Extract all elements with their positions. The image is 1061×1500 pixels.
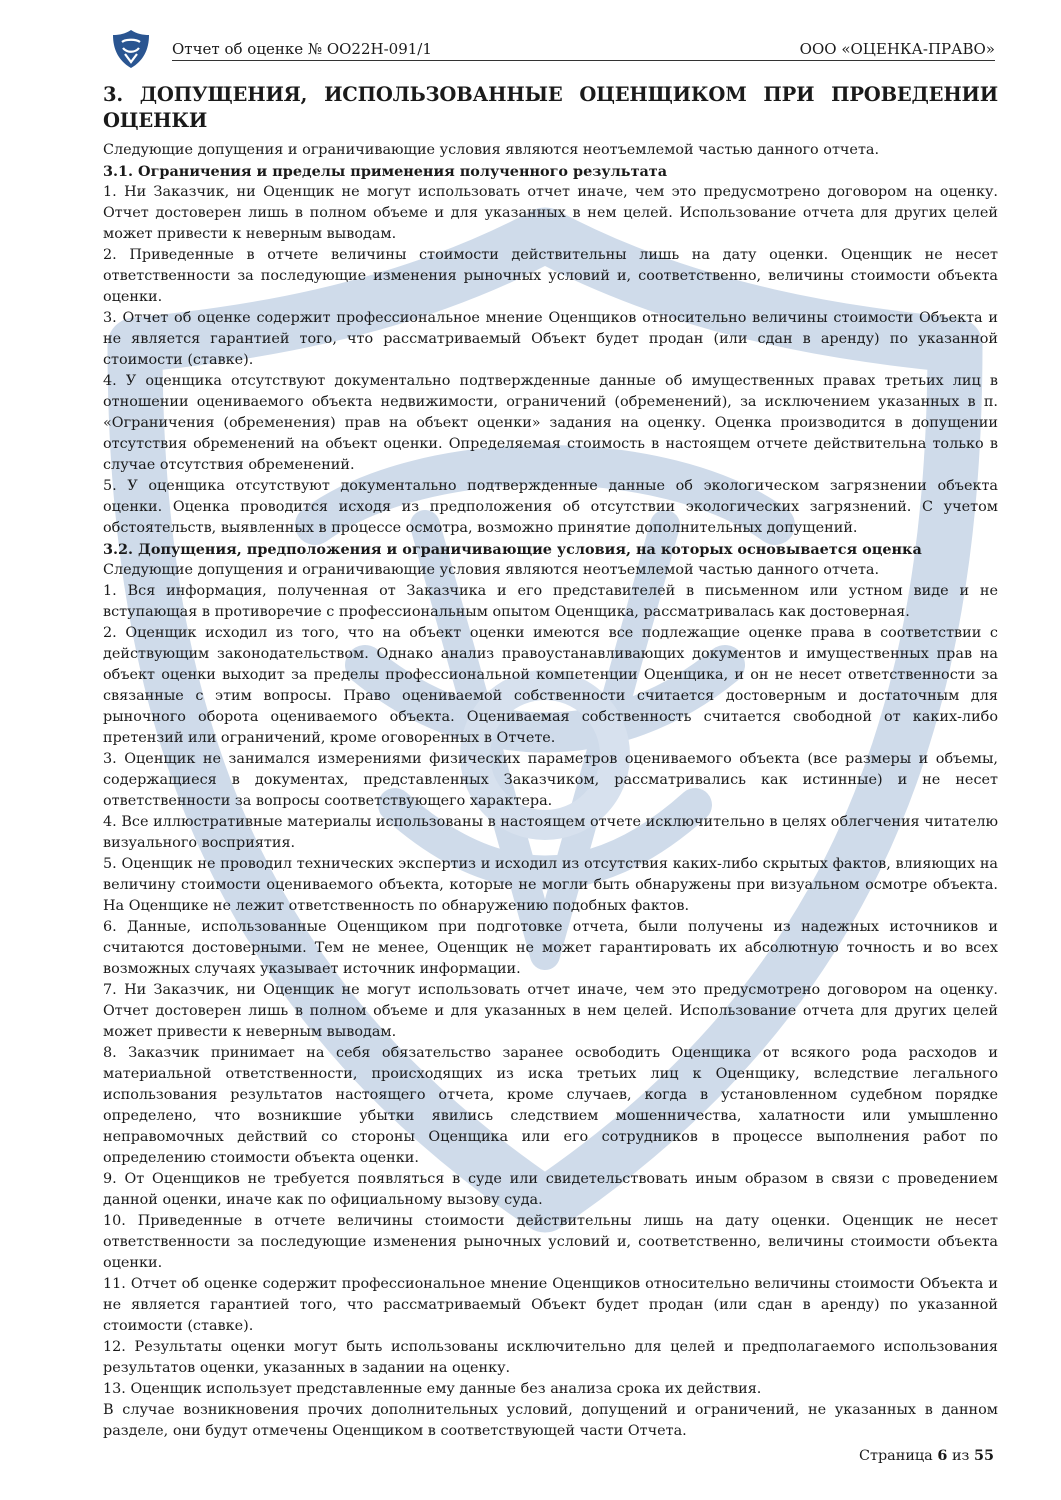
list-item: 3. Отчет об оценке содержит профессиональное мнение Оценщиков относительно величины стоимости Объекта и не является гарантией того, что рассматриваемый Объект будет продан (или сдан в аренду) по указанной стоимости (ставке). xyxy=(103,310,998,368)
list-item: 12. Результаты оценки могут быть использованы исключительно для целей и предполагаемого использования результатов оценки, указанных в задании на оценку. xyxy=(103,1339,998,1376)
list-item: 11. Отчет об оценке содержит профессиональное мнение Оценщиков относительно величины стоимости Объекта и не является гарантией того, что рассматриваемый Объект будет продан (или сдан в аренду) по указанной стоимости (ставке). xyxy=(103,1276,998,1334)
subsection-title-3-1: 3.1. Ограничения и пределы применения полученного результата xyxy=(103,163,668,180)
company-name: ООО «ОЦЕНКА-ПРАВО» xyxy=(799,40,995,58)
report-number: Отчет об оценке № ОО22Н-091/1 xyxy=(172,40,432,58)
list-item: 4. Все иллюстративные материалы использованы в настоящем отчете исключительно в целях облегчения читателю визуального восприятия. xyxy=(103,814,998,851)
list-item: 6. Данные, использованные Оценщиком при подготовке отчета, были получены из надежных источников и считаются достоверными. Тем не менее, Оценщик не может гарантировать их абсолютную точность и во всех возможных случаях указывает источник информации. xyxy=(103,919,998,977)
subsection-intro: Следующие допущения и ограничивающие условия являются неотъемлемой частью данного отчета. xyxy=(103,562,880,578)
section-title: 3. ДОПУЩЕНИЯ, ИСПОЛЬЗОВАННЫЕ ОЦЕНЩИКОМ ПРИ ПРОВЕДЕНИИ ОЦЕНКИ xyxy=(103,83,998,132)
of-label: из xyxy=(951,1448,970,1464)
list-item: 2. Оценщик исходил из того, что на объект оценки имеются все подлежащие оценке права в соответствии с действующим законодательством. Однако анализ правоустанавливающих документов и имущественных прав на объект оценки выходит за пределы профессиональной компетенции Оценщика, и он не несет ответственности за связанные с этим вопросы. Право оцениваемой собственности считается достоверным и достаточным для рыночного оборота оцениваемого объекта. Оцениваемая собственность считается свободной от каких-либо претензий или ограничений, кроме оговоренных в Отчете. xyxy=(103,625,998,746)
total-pages: 55 xyxy=(973,1447,994,1464)
closing-paragraph: В случае возникновения прочих дополнительных условий, допущений и ограничений, не указанных в данном разделе, они будут отмечены Оценщиком в соответствующей части Отчета. xyxy=(103,1402,998,1439)
document-body xyxy=(103,82,998,1442)
list-item: 13. Оценщик использует представленные ему данные без анализа срока их действия. xyxy=(103,1381,762,1397)
header-divider xyxy=(172,60,995,61)
list-item: 9. От Оценщиков не требуется появляться в суде или свидетельствовать иным образом в связи с проведением данной оценки, иначе как по официальному вызову суда. xyxy=(103,1171,998,1208)
subsection-title-3-2: 3.2. Допущения, предположения и ограничивающие условия, на которых основывается оценка xyxy=(103,541,922,558)
list-item: 5. У оценщика отсутствуют документально подтвержденные данные об экологическом загрязнении объекта оценки. Оценка проводится исходя из предположения об отсутствии экологических загрязнений. С учетом обстоятельств, выявленных в процессе осмотра, возможно принятие дополнительных допущений. xyxy=(103,478,998,536)
page-label: Страница xyxy=(858,1448,933,1464)
list-item: 1. Ни Заказчик, ни Оценщик не могут использовать отчет иначе, чем это предусмотрено договором на оценку. Отчет достоверен лишь в полном объеме и для указанных в нем целей. Использование отчета для других целей может привести к неверным выводам. xyxy=(103,184,998,242)
list-item: 8. Заказчик принимает на себя обязательство заранее освободить Оценщика от всякого рода расходов и материальной ответственности, происходящих из иска третьих лиц к Оценщику, вследствие легального использования результатов настоящего отчета, кроме случаев, когда в установленном судебном порядке определено, что возникшие убытки явились следствием мошенничества, халатности или умышленно неправомочных действий со стороны Оценщика или его сотрудников в процессе выполнения работ по определению стоимости объекта оценки. xyxy=(103,1045,998,1166)
list-item: 4. У оценщика отсутствуют документально подтвержденные данные об имущественных правах третьих лиц в отношении оцениваемого объекта недвижимости, ограничений (обременений), за исключением указанных в п. «Ограничения (обременения) прав на объект оценки» задания на оценку. Оценка производится в допущении отсутствия обременений на объект оценки. Определяемая стоимость в настоящем отчете действительна только в случае отсутствия обременений. xyxy=(103,373,998,473)
list-item: 7. Ни Заказчик, ни Оценщик не могут использовать отчет иначе, чем это предусмотрено договором на оценку. Отчет достоверен лишь в полном объеме и для указанных в нем целей. Использование отчета для других целей может привести к неверным выводам. xyxy=(103,982,998,1040)
page-number: 6 xyxy=(937,1447,948,1464)
list-item: 5. Оценщик не проводил технических экспертиз и исходил из отсутствия каких-либо скрытых фактов, влияющих на величину стоимости оцениваемого объекта, которые не могли быть обнаружены при визуальном осмотре объекта. На Оценщике не лежит ответственность по обнаружению подобных фактов. xyxy=(103,856,998,914)
list-item: 3. Оценщик не занимался измерениями физических параметров оцениваемого объекта (все размеры и объемы, содержащиеся в документах, представленных Заказчиком, рассматривались как истинные) и не несет ответственности за вопросы соответствующего характера. xyxy=(103,751,998,809)
list-item: 2. Приведенные в отчете величины стоимости действительны лишь на дату оценки. Оценщик не несет ответственности за последующие изменения рыночных условий и, соответственно, величины стоимости объекта оценки. xyxy=(103,247,998,305)
section-intro: Следующие допущения и ограничивающие условия являются неотъемлемой частью данного отчета. xyxy=(103,142,880,158)
list-item: 10. Приведенные в отчете величины стоимости действительны лишь на дату оценки. Оценщик не несет ответственности за последующие изменения рыночных условий и, соответственно, величины стоимости объекта оценки. xyxy=(103,1213,998,1271)
page-footer xyxy=(859,1447,994,1464)
list-item: 1. Вся информация, полученная от Заказчика и его представителей в письменном или устном виде и не вступающая в противоречие с профессиональным опытом Оценщика, рассматривалась как достоверная. xyxy=(103,583,998,620)
page-header xyxy=(110,24,995,72)
shield-logo-icon xyxy=(110,28,152,70)
